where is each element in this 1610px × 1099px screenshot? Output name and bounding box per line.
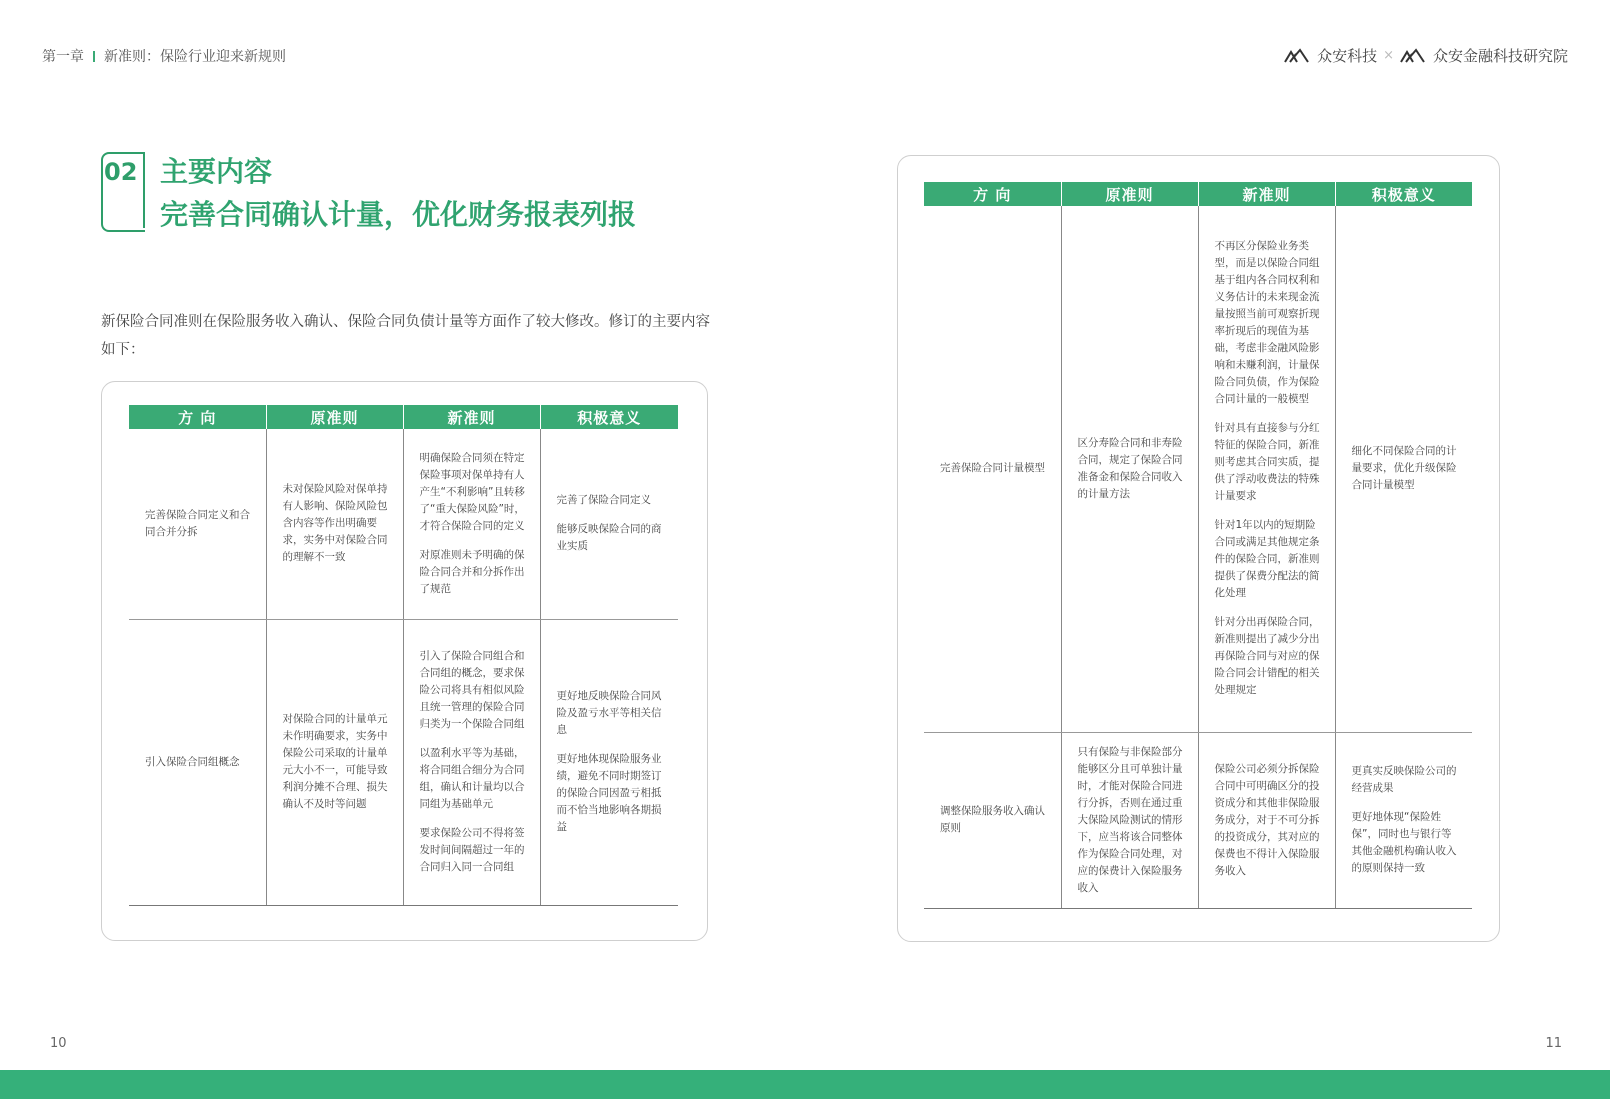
footer-bar bbox=[0, 1070, 1610, 1099]
intro-paragraph: 新保险合同准则在保险服务收入确认、保险合同负债计量等方面作了较大修改。修订的主要内容如下： bbox=[101, 314, 710, 358]
section-title: 主要内容 bbox=[160, 155, 273, 188]
column-header: 积极意义 bbox=[540, 405, 678, 429]
chapter-title: 新准则：保险行业迎来新规则 bbox=[104, 49, 286, 65]
new-cell bbox=[1198, 206, 1335, 732]
benefit-paragraph: 更好地体现保险服务业绩，避免不同时期签订的保险合同因盈亏相抵而不恰当地影响各期损益 bbox=[556, 753, 662, 833]
new-paragraph: 明确保险合同须在特定保险事项对保单持有人产生“不利影响”且转移了“重大保险风险”时，才符合保险合同的定义 bbox=[419, 451, 525, 532]
new-paragraph: 针对具有直接参与分红特征的保险合同，新准则考虑其合同实质，提供了浮动收费法的特殊计量要求 bbox=[1214, 422, 1320, 503]
old-cell bbox=[266, 429, 403, 619]
section-subtitle: 完善合同确认计量，优化财务报表列报 bbox=[160, 198, 637, 231]
brand-logo-icon bbox=[1284, 48, 1310, 64]
column-header: 新准则 bbox=[1198, 182, 1335, 206]
header-divider bbox=[93, 51, 95, 62]
old-cell bbox=[1061, 732, 1198, 908]
benefit-paragraph: 细化不同保险合同的计量要求，优化升级保险合同计量模型 bbox=[1351, 445, 1457, 492]
benefit-cell bbox=[1335, 206, 1472, 732]
page-number-right: 11 bbox=[1545, 1036, 1562, 1051]
table-header-row bbox=[129, 405, 678, 429]
section-divider bbox=[143, 152, 145, 228]
new-paragraph: 保险公司必须分拆保险合同中可明确区分的投资成分和其他非保险服务成分，对于不可分拆的投资成分，其对应的保费也不得计入保险服务收入 bbox=[1214, 762, 1320, 877]
benefit-paragraph: 更好地体现“保险姓保”，同时也与银行等其他金融机构确认收入的原则保持一致 bbox=[1351, 811, 1457, 874]
chapter-header bbox=[42, 46, 286, 66]
page-number-left: 10 bbox=[50, 1036, 67, 1051]
table-row bbox=[129, 429, 678, 619]
brand-separator: × bbox=[1383, 48, 1394, 63]
direction-cell: 完善保险合同定义和合同合并分拆 bbox=[129, 429, 266, 619]
new-paragraph: 针对1年以内的短期险合同或满足其他规定条件的保险合同，新准则提供了保费分配法的简化处理 bbox=[1214, 519, 1320, 600]
right-comparison-table bbox=[924, 182, 1472, 909]
column-header: 积极意义 bbox=[1335, 182, 1472, 206]
benefit-cell bbox=[540, 429, 678, 619]
benefit-paragraph: 更好地反映保险合同风险及盈亏水平等相关信息 bbox=[556, 690, 662, 736]
new-paragraph: 要求保险公司不得将签发时间间隔超过一年的合同归入同一合同组 bbox=[419, 827, 525, 873]
direction-cell: 完善保险合同计量模型 bbox=[924, 206, 1061, 732]
new-cell bbox=[403, 429, 540, 619]
chapter-label: 第一章 bbox=[42, 49, 84, 65]
column-header: 原准则 bbox=[1061, 182, 1198, 206]
new-paragraph: 不再区分保险业务类型，而是以保险合同组基于组内各合同权利和义务估计的未来现金流量按照当前可观察折现率折现后的现值为基础，考虑非金融风险影响和未赚利润，计量保险合同负债，作为保险合同计量的一般模型 bbox=[1214, 240, 1320, 406]
column-header: 方 向 bbox=[129, 405, 266, 429]
table-header-row bbox=[924, 182, 1472, 206]
new-paragraph: 针对分出再保险合同，新准则提出了减少分出再保险合同与对应的保险合同会计错配的相关处理规定 bbox=[1214, 616, 1320, 697]
left-comparison-table bbox=[129, 405, 678, 906]
new-paragraph: 对原准则未予明确的保险合同合并和分拆作出了规范 bbox=[419, 548, 525, 595]
direction-cell: 引入保险合同组概念 bbox=[129, 619, 266, 905]
table-row bbox=[924, 732, 1472, 908]
benefit-cell bbox=[1335, 732, 1472, 908]
benefit-paragraph: 能够反映保险合同的商业实质 bbox=[556, 523, 662, 553]
brand-header bbox=[1284, 45, 1568, 66]
old-cell bbox=[1061, 206, 1198, 732]
column-header: 新准则 bbox=[403, 405, 540, 429]
brand-name-1: 众安科技 bbox=[1317, 47, 1378, 65]
new-cell bbox=[403, 619, 540, 905]
old-paragraph: 对保险合同的计量单元未作明确要求，实务中保险公司采取的计量单元大小不一，可能导致利润分摊不合理、损失确认不及时等问题 bbox=[282, 713, 388, 810]
brand-logo-icon bbox=[1400, 48, 1426, 64]
column-header: 方 向 bbox=[924, 182, 1061, 206]
benefit-cell bbox=[540, 619, 678, 905]
column-header: 原准则 bbox=[266, 405, 403, 429]
old-paragraph: 区分寿险合同和非寿险合同，规定了保险合同准备金和保险合同收入的计量方法 bbox=[1077, 436, 1183, 500]
old-cell bbox=[266, 619, 403, 905]
new-cell bbox=[1198, 732, 1335, 908]
new-paragraph: 以盈利水平等为基础，将合同组合细分为合同组，确认和计量均以合同组为基础单元 bbox=[419, 747, 525, 810]
old-paragraph: 只有保险与非保险部分能够区分且可单独计量时，才能对保险合同进行分拆，否则在通过重大保险风险测试的情形下，应当将该合同整体作为保险合同处理，对应的保费计入保险服务收入 bbox=[1077, 745, 1183, 894]
table-row bbox=[129, 619, 678, 905]
new-paragraph: 引入了保险合同组合和合同组的概念，要求保险公司将具有相似风险且统一管理的保险合同归类为一个保险合同组 bbox=[419, 650, 525, 730]
direction-cell: 调整保险服务收入确认原则 bbox=[924, 732, 1061, 908]
brand-name-2: 众安金融科技研究院 bbox=[1432, 47, 1568, 65]
section-number: 02 bbox=[104, 158, 138, 186]
old-paragraph: 未对保险风险对保单持有人影响、保险风险包含内容等作出明确要求，实务中对保险合同的理解不一致 bbox=[282, 483, 388, 564]
benefit-paragraph: 完善了保险合同定义 bbox=[556, 494, 651, 507]
table-row bbox=[924, 206, 1472, 732]
benefit-paragraph: 更真实反映保险公司的经营成果 bbox=[1351, 765, 1457, 794]
